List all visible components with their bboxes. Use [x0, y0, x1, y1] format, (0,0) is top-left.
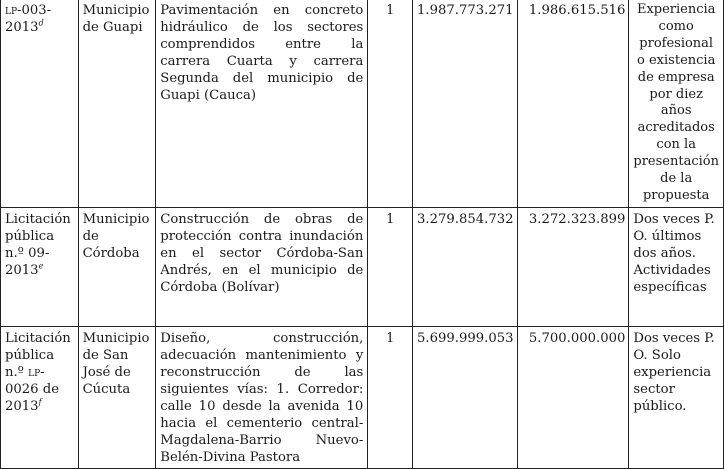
object-cell: Construcción de obras de protección contra inundación en el sector Córdoba-San Andrés, en el municipio de Córdoba (Bolívar): [156, 207, 368, 326]
count-cell: 1: [368, 326, 413, 468]
requirement-cell: Experiencia como profesional o existencia de empresa por diez años acreditados con la presentación de la propuesta: [629, 0, 724, 207]
count-cell: 1: [368, 207, 413, 326]
requirement-cell: Dos veces P. O. Solo experiencia sector público.: [629, 326, 724, 468]
footnote-mark: e: [38, 261, 44, 271]
footnote-mark: f: [38, 397, 42, 407]
budget-cell: 5.699.999.053: [413, 326, 517, 468]
footnote-mark: d: [38, 18, 44, 28]
budget-cell: 1.987.773.271: [413, 0, 517, 207]
object-cell: Pavimentación en concreto hidráulico de los sectores comprendidos entre la carrera Cuarta y carrera Segunda del municipio de Guapi (Cauca): [156, 0, 368, 207]
count-cell: 1: [368, 0, 413, 207]
process-id-cell: lp-003-2013$^d$: [1, 0, 79, 207]
table-row: [1, 326, 724, 468]
entity-cell: Municipio de San José de Cúcuta: [78, 326, 156, 468]
requirement-cell: Dos veces P. O. últimos dos años. Actividades específicas: [629, 207, 724, 326]
entity-cell: Municipio de Guapi: [78, 0, 156, 207]
awarded-value-cell: 5.700.000.000: [517, 326, 629, 468]
awarded-value-cell: 1.986.615.516: [517, 0, 629, 207]
budget-cell: 3.279.854.732: [413, 207, 517, 326]
process-id-cell: Licitación pública n.º lp-0026 de 2013$^f$: [1, 326, 79, 468]
table-row: [1, 0, 724, 207]
entity-cell: Municipio de Córdoba: [78, 207, 156, 326]
table-row: [1, 207, 724, 326]
awarded-value-cell: 3.272.323.899: [517, 207, 629, 326]
object-cell: Diseño, construcción, adecuación mantenimiento y reconstrucción de las siguientes vías: 1. Corredor: calle 10 desde la avenida 10 hacia el cementerio central-Magdalena-Barrio Nuevo-Belén-Divina Pastora: [156, 326, 368, 468]
process-id-cell: Licitación pública n.º 09-2013e: [1, 207, 79, 326]
